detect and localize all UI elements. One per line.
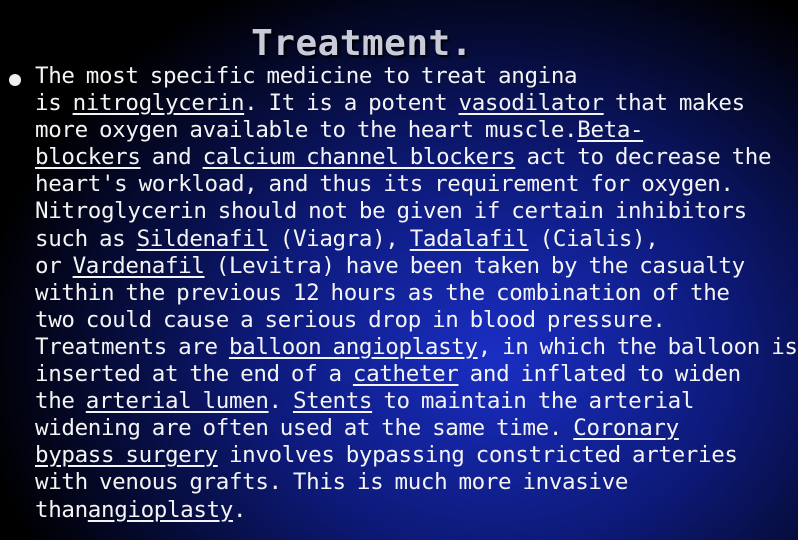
text-line (35, 442, 738, 469)
text-segment: such as (35, 225, 137, 252)
text-line (35, 279, 730, 307)
text-segment: than (35, 496, 88, 523)
text-line (35, 117, 717, 144)
text-segment: . It is a potent (244, 90, 459, 117)
text-segment: and inflated to widen (458, 361, 741, 388)
text-line (35, 497, 717, 524)
text-line (35, 333, 798, 361)
text-line (35, 198, 747, 225)
text-line (35, 90, 745, 117)
slide-title (0, 20, 720, 68)
text-segment: is (35, 90, 73, 117)
slide-title-text: Treatment. (251, 23, 473, 64)
text-segment: with venous grafts. This is much more invasive (35, 469, 629, 496)
hyperlink-nitroglycerin[interactable]: nitroglycerin (72, 90, 245, 117)
text-segment: heart's workload, and thus its requirement for oxygen. (35, 171, 734, 198)
text-segment: . (268, 388, 293, 415)
text-segment: (Levitra) have been taken by the casualty (204, 252, 745, 279)
hyperlink-bypass-surgery[interactable]: bypass surgery (35, 442, 218, 469)
hyperlink-balloon-angioplasty[interactable]: balloon angioplasty (228, 333, 478, 360)
text-segment: (Cialis), (528, 225, 659, 252)
text-line (35, 388, 717, 415)
hyperlink-angioplasty[interactable]: angioplasty (87, 496, 233, 523)
text-segment: Treatments are (35, 333, 229, 360)
text-segment: widening are often used at the same time. (35, 415, 574, 442)
hyperlink-sildenafil[interactable]: Sildenafil (136, 225, 269, 252)
text-segment: or (35, 252, 73, 279)
bullet-point-icon (9, 74, 21, 86)
text-line (35, 469, 717, 496)
text-segment: , in which the balloon is (477, 333, 798, 360)
hyperlink-arterial-lumen[interactable]: arterial lumen (85, 388, 269, 415)
hyperlink-beta[interactable]: Beta- (577, 117, 644, 144)
text-segment: to maintain the arterial (372, 388, 695, 415)
text-line (35, 171, 734, 198)
text-line (35, 307, 717, 334)
text-segment: within the previous 12 hours as the combination of the (35, 279, 730, 306)
text-line (35, 252, 745, 280)
text-segment: involves bypassing constricted arteries (217, 442, 738, 469)
text-segment: The most specific medicine to treat angina (35, 63, 578, 89)
slide-body-text (35, 63, 798, 524)
text-segment: and (140, 144, 203, 171)
text-segment: Nitroglycerin should not be given if certain inhibitors (35, 198, 747, 225)
text-segment: . (232, 496, 247, 523)
hyperlink-coronary[interactable]: Coronary (573, 415, 679, 442)
text-segment: (Viagra), (268, 225, 410, 252)
text-line (35, 226, 717, 253)
text-segment: act to decrease the (515, 144, 772, 171)
text-segment: two could cause a serious drop in blood pressure. (35, 306, 666, 333)
hyperlink-tadalafil[interactable]: Tadalafil (409, 225, 529, 252)
hyperlink-stents[interactable]: Stents (292, 388, 373, 415)
text-line (35, 415, 717, 442)
text-line (35, 63, 717, 90)
text-segment: more oxygen available to the heart muscle. (35, 117, 578, 144)
text-line (35, 361, 741, 388)
text-segment: the (35, 388, 86, 415)
text-line (35, 144, 772, 171)
hyperlink-catheter[interactable]: catheter (352, 361, 459, 388)
text-segment: inserted at the end of a (35, 361, 353, 388)
hyperlink-vardenafil[interactable]: Vardenafil (72, 252, 205, 279)
hyperlink-calcium-channel-blockers[interactable]: calcium channel blockers (202, 144, 516, 171)
hyperlink-blockers[interactable]: blockers (35, 144, 141, 171)
hyperlink-vasodilator[interactable]: vasodilator (458, 90, 604, 117)
text-segment: that makes (603, 90, 745, 117)
